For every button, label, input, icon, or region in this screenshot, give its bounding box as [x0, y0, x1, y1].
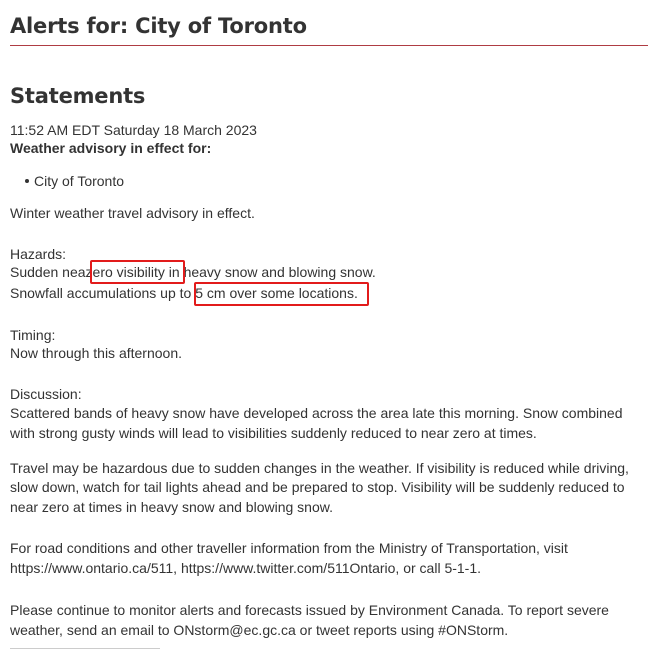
title-divider	[10, 45, 648, 46]
discussion-paragraph-2-line-3: near zero at times in heavy snow and blowing snow.	[10, 499, 333, 515]
monitor-line-2: weather, send an email to ONstorm@ec.gc.ca or tweet reports using #ONStorm.	[10, 622, 509, 638]
discussion-paragraph-1-line-1: Scattered bands of heavy snow have developed across the area late this morning. Snow combined	[10, 405, 623, 421]
hazards-line-1-suffix: n heavy snow and blowing snow.	[171, 264, 376, 280]
page-title: Alerts for: City of Toronto	[10, 14, 307, 38]
hazards-line-2-prefix: Snowfall accumulations up to	[10, 285, 196, 301]
timing-text: Now through this afternoon.	[10, 345, 182, 361]
discussion-label: Discussion:	[10, 386, 82, 402]
timing-label: Timing:	[10, 327, 56, 343]
hazards-line-1	[10, 263, 376, 281]
discussion-paragraph-2-line-1: Travel may be hazardous due to sudden changes in the weather. If visibility is reduced while driving,	[10, 460, 629, 476]
highlight-zero-visibility: zero visibility i	[85, 264, 172, 280]
road-info-line-2: https://www.ontario.ca/511, https://www.twitter.com/511Ontario, or call 5-1-1.	[10, 560, 482, 576]
hazards-line-1-prefix: Sudden nea	[10, 264, 86, 280]
monitor-line-1: Please continue to monitor alerts and forecasts issued by Environment Canada. To report severe	[10, 602, 609, 618]
road-info-line-1: For road conditions and other traveller information from the Ministry of Transportation, visit	[10, 540, 568, 556]
section-title: Statements	[10, 84, 146, 108]
highlight-snowfall-amount: 5 cm over some locations.	[195, 285, 358, 301]
hazards-label: Hazards:	[10, 246, 67, 262]
discussion-paragraph-2-line-2: slow down, watch for tail lights ahead and be prepared to stop. Visibility will be suddenly reduced to	[10, 479, 625, 495]
advisory-for-label: Weather advisory in effect for:	[10, 140, 212, 156]
discussion-paragraph-1-line-2: with strong gusty winds will lead to visibilities suddenly reduced to near zero at times.	[10, 425, 537, 441]
region-list-item: City of Toronto	[34, 173, 125, 189]
summary-text: Winter weather travel advisory in effect.	[10, 205, 255, 221]
issued-timestamp: 11:52 AM EDT Saturday 18 March 2023	[10, 122, 257, 138]
hazards-line-2	[10, 284, 358, 302]
